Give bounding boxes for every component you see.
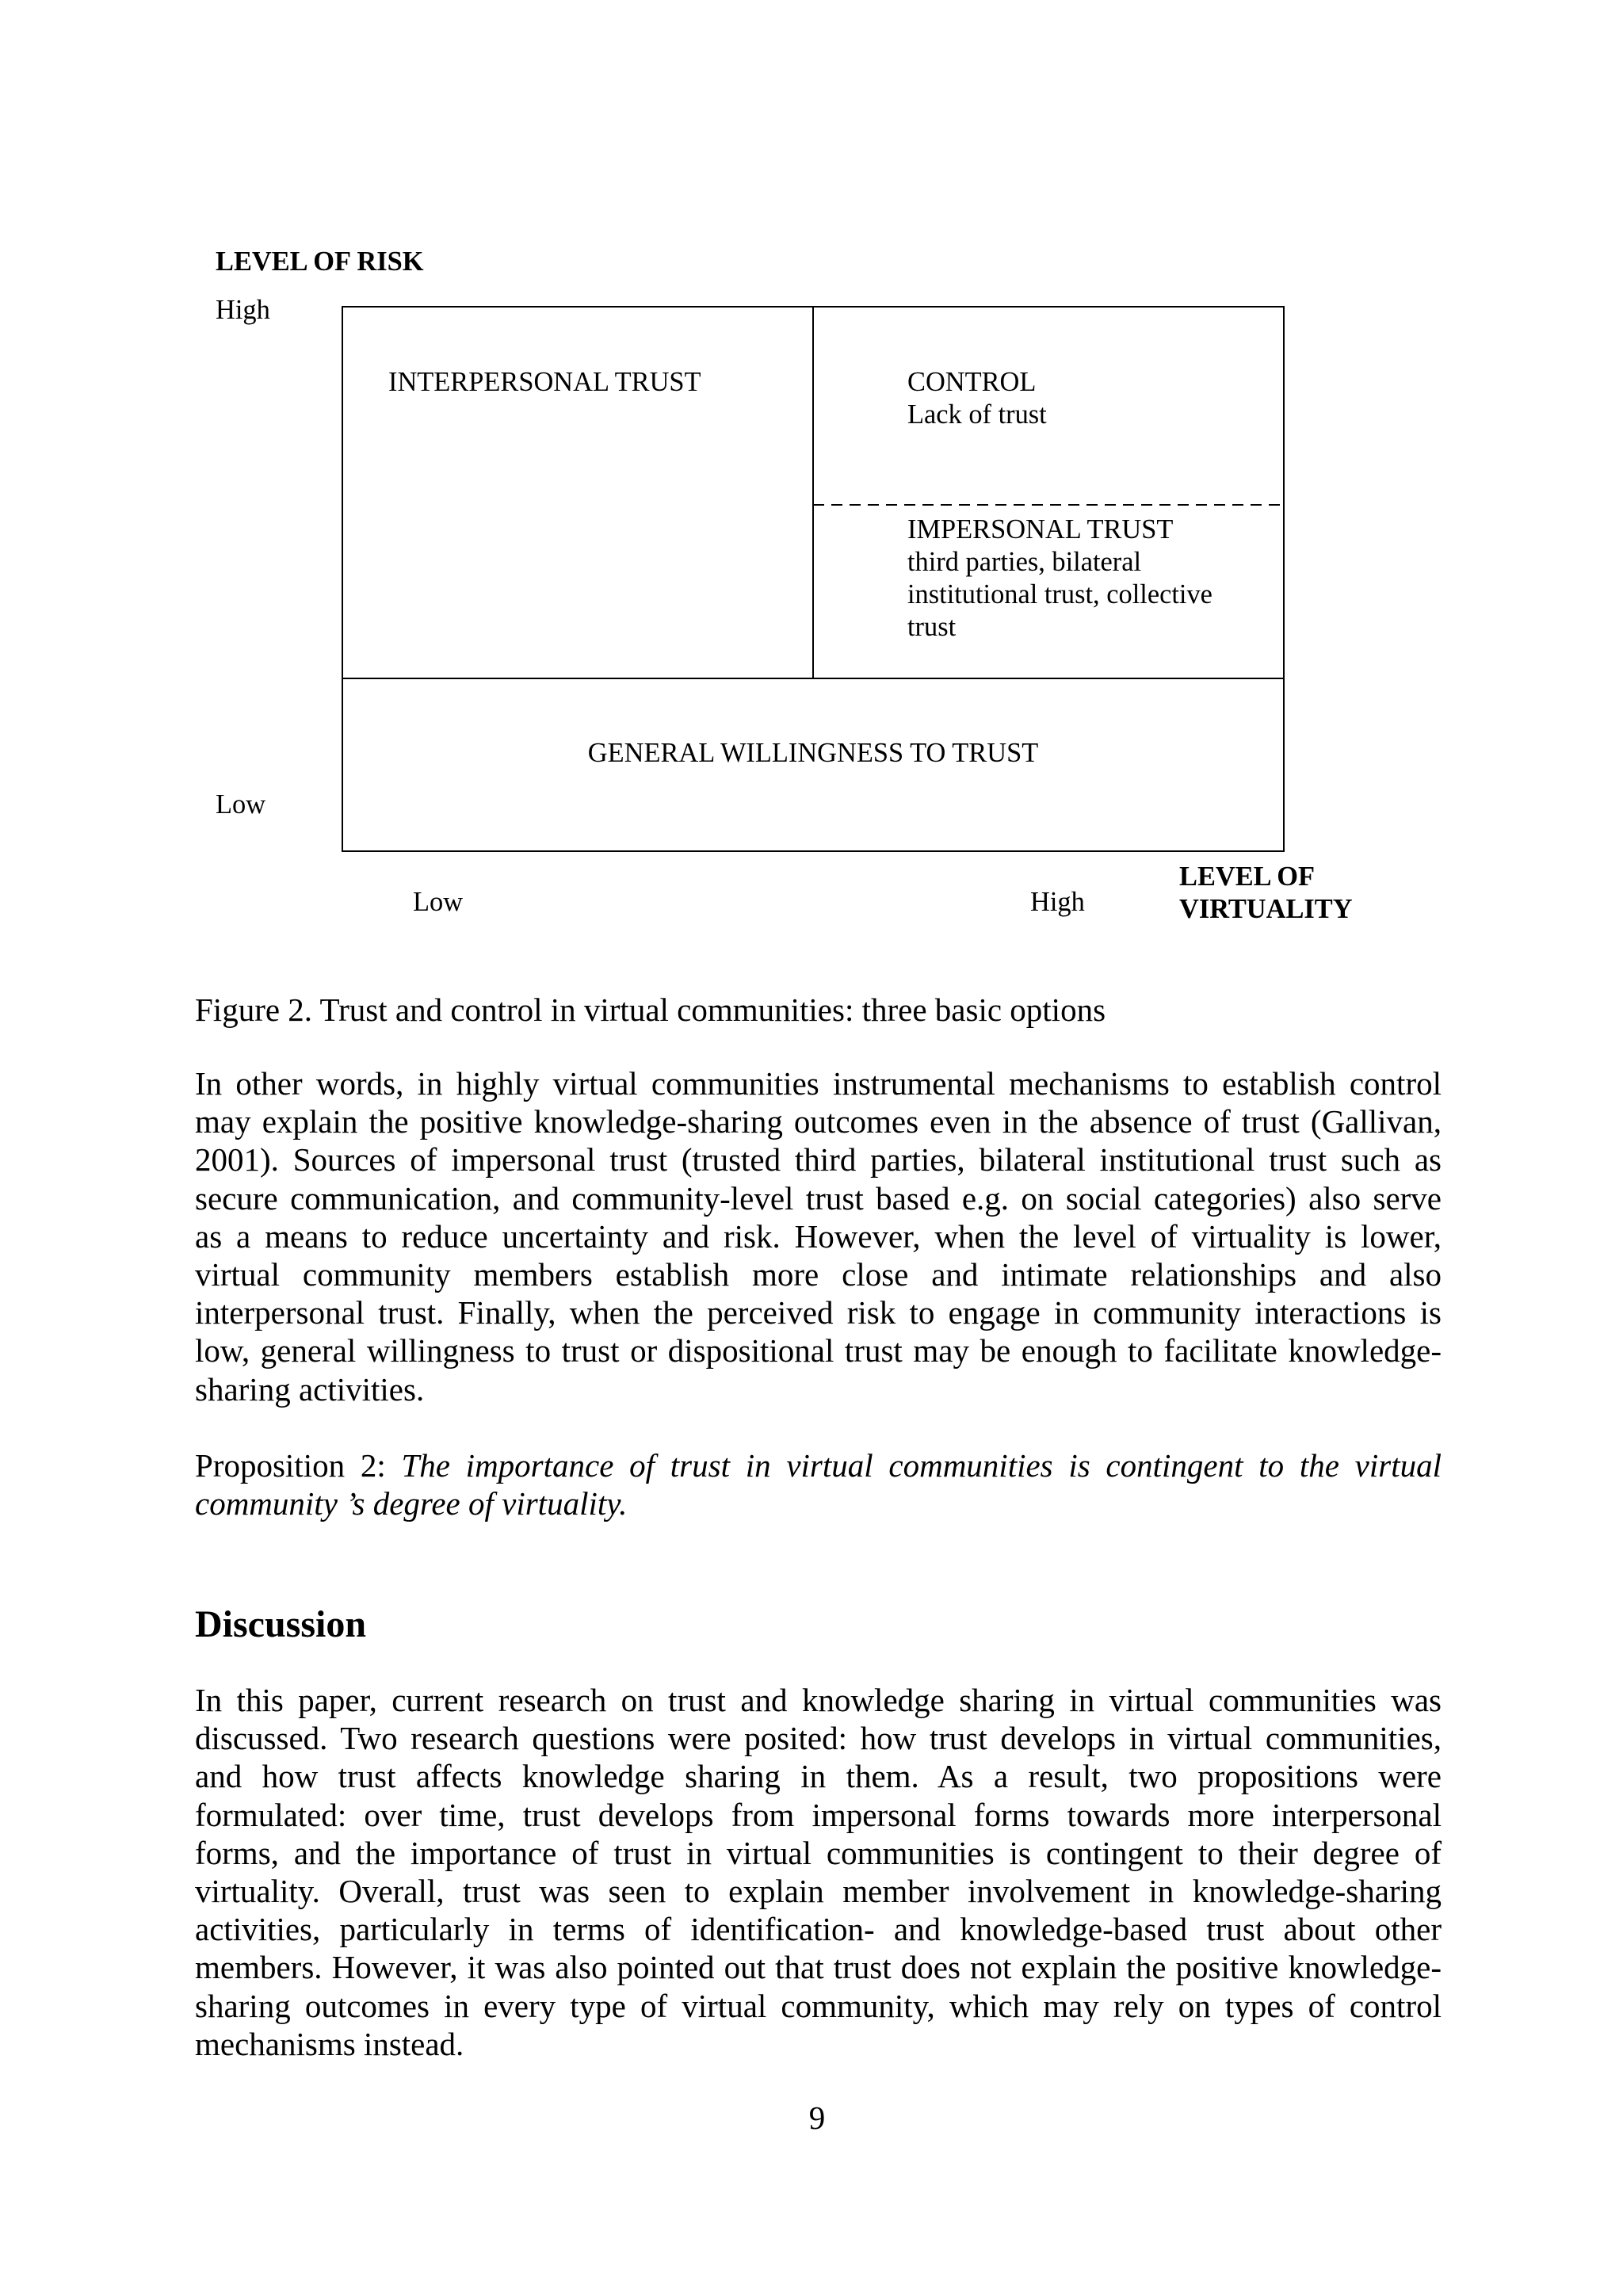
figure-caption-block (195, 991, 1442, 1029)
impersonal-trust-detail: third parties, bilateral (907, 547, 1142, 577)
text-line: sharing activities. (195, 1370, 425, 1408)
text-line: activities, particularly in terms of identification- and knowledge-based trust about other (195, 1911, 1442, 1948)
x-axis-title: LEVEL OF (1179, 861, 1316, 892)
x-axis-title: VIRTUALITY (1179, 894, 1353, 924)
text-line: sharing outcomes in every type of virtual community, which may rely on types of control (195, 1987, 1442, 2024)
interpersonal-trust-label: INTERPERSONAL TRUST (388, 367, 701, 397)
x-axis-low-label: Low (413, 887, 464, 917)
discussion-paragraph (195, 1681, 1442, 2063)
text-line: virtuality. Overall, trust was seen to explain member involvement in knowledge-sharing (195, 1872, 1442, 1909)
figure-caption: Figure 2. Trust and control in virtual communities: three basic options (195, 991, 1106, 1028)
text-line: mechanisms instead. (195, 2025, 464, 2062)
text-line: may explain the positive knowledge-sharing outcomes even in the absence of trust (Gallivan, (195, 1103, 1442, 1140)
control-title: CONTROL (907, 367, 1037, 397)
text-line: forms, and the importance of trust in virtual communities is contingent to their degree of (195, 1834, 1442, 1871)
text-line: formulated: over time, trust develops from impersonal forms towards more interpersonal (195, 1796, 1442, 1833)
proposition-line (195, 1446, 1442, 1484)
proposition-text: The importance of trust in virtual communities is contingent to the virtual (401, 1447, 1442, 1484)
text-line: interpersonal trust. Finally, when the perceived risk to engage in community interactions is (195, 1294, 1442, 1331)
text-line: members. However, it was also pointed out that trust does not explain the positive knowledge- (195, 1949, 1442, 1986)
y-axis-high-label: High (216, 295, 270, 325)
text-line: secure communication, and community-level trust based e.g. on social categories) also serve (195, 1179, 1442, 1217)
general-willingness-label: GENERAL WILLINGNESS TO TRUST (587, 738, 1039, 768)
text-line: 2001). Sources of impersonal trust (trusted third parties, bilateral institutional trust such as (195, 1141, 1442, 1179)
body-paragraph (195, 1064, 1442, 1408)
proposition-paragraph (195, 1446, 1442, 1522)
text-line: In other words, in highly virtual communities instrumental mechanisms to establish control (195, 1065, 1442, 1102)
impersonal-trust-detail: institutional trust, collective (907, 579, 1212, 609)
impersonal-trust-title: IMPERSONAL TRUST (907, 514, 1174, 544)
control-subtitle: Lack of trust (907, 399, 1047, 430)
impersonal-trust-detail: trust (907, 612, 957, 642)
proposition-label: Proposition 2: (195, 1447, 386, 1484)
text-line: and how trust affects knowledge sharing in them. As a result, two propositions were (195, 1758, 1442, 1795)
x-axis-high-label: High (1030, 887, 1085, 917)
page-number: 9 (808, 2099, 826, 2136)
section-heading: Discussion (195, 1603, 367, 1645)
y-axis-title: LEVEL OF RISK (216, 246, 424, 277)
text-line: In this paper, current research on trust and knowledge sharing in virtual communities was (195, 1682, 1442, 1718)
proposition-text: community ’s degree of virtuality. (195, 1485, 628, 1522)
text-line: virtual community members establish more close and intimate relationships and also (195, 1255, 1442, 1293)
text-line: low, general willingness to trust or dispositional trust may be enough to facilitate knowledge- (195, 1332, 1442, 1370)
text-line: as a means to reduce uncertainty and risk. However, when the level of virtuality is lower, (195, 1217, 1442, 1255)
text-line: discussed. Two research questions were posited: how trust develops in virtual communities, (195, 1720, 1442, 1757)
y-axis-low-label: Low (216, 789, 266, 819)
